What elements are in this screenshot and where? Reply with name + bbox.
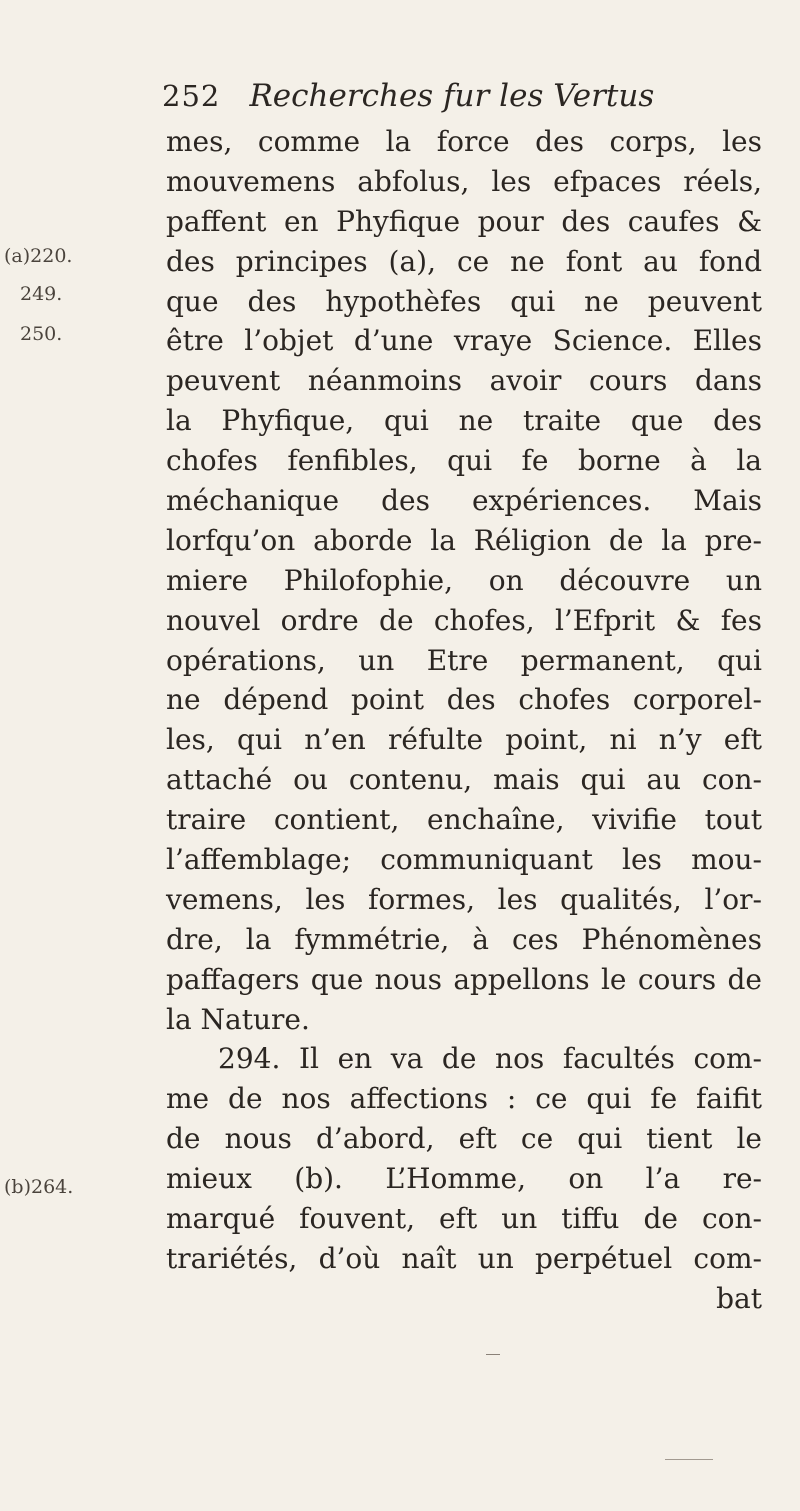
text-line: vemens, les formes, les qualités, l’or- (166, 882, 762, 916)
text-line: me de nos affections : ce qui fe faifit (166, 1082, 762, 1116)
text-line: chofes fenfibles, qui fe borne à la (166, 444, 762, 478)
text-line: attaché ou contenu, mais qui au con- (166, 763, 762, 797)
text-line: paffagers que nous appellons le cours de (166, 962, 762, 996)
text-line: miere Philofophie, on découvre un (166, 563, 762, 597)
footer-mark (486, 1354, 500, 1355)
text-line: la Phyfique, qui ne traite que des (166, 404, 762, 438)
text-line: être l’objet d’une vraye Science. Elles (166, 324, 762, 358)
text-line: mieux (b). L’Homme, on l’a re- (166, 1162, 762, 1196)
page-number: 252 (162, 79, 221, 113)
footer-mark-lower (665, 1459, 713, 1460)
text-line: traire contient, enchaîne, vivifie tout (166, 803, 762, 837)
page-header (162, 78, 654, 118)
text-line: méchanique des expériences. Mais (166, 484, 762, 518)
text-line: lorfqu’on aborde la Réligion de la pre- (166, 523, 762, 557)
margin-note-250: 250. (20, 323, 63, 345)
text-line: marqué fouvent, eft un tiffu de con- (166, 1202, 762, 1236)
margin-note-b: (b)264. (4, 1176, 74, 1198)
margin-note-249: 249. (20, 283, 63, 305)
text-line: mes, comme la force des corps, les (166, 125, 762, 158)
text-line: trariétés, d’où naît un perpétuel com- (166, 1241, 762, 1275)
text-line: ne dépend point des chofes corporel- (166, 683, 762, 717)
text-line: dre, la fymmétrie, à ces Phénomènes (166, 922, 762, 956)
text-line: opérations, un Etre permanent, qui (166, 643, 762, 677)
text-line: que des hypothèfes qui ne peuvent (166, 284, 762, 318)
text-line: peuvent néanmoins avoir cours dans (166, 364, 762, 398)
text-line: de nous d’abord, eft ce qui tient le (166, 1122, 762, 1156)
text-line: la Nature. (166, 1002, 310, 1036)
text-line: l’affemblage; communiquant les mou- (166, 843, 762, 877)
text-line: les, qui n’en réfulte point, ni n’y eft (166, 723, 762, 757)
running-title: Recherches fur les Vertus (249, 78, 655, 114)
text-line: paffent en Phyfique pour des caufes & (166, 204, 762, 238)
body-text (166, 122, 762, 1319)
text-line: mouvemens abfolus, les efpaces réels, (166, 164, 762, 198)
text-line: nouvel ordre de chofes, l’Efprit & fes (166, 603, 762, 637)
text-line: des principes (a), ce ne font au fond (166, 244, 762, 278)
margin-note-a: (a)220. (4, 245, 73, 267)
paragraph-start-line: 294. Il en va de nos facultés com- (218, 1042, 762, 1076)
catchword: bat (716, 1281, 762, 1315)
